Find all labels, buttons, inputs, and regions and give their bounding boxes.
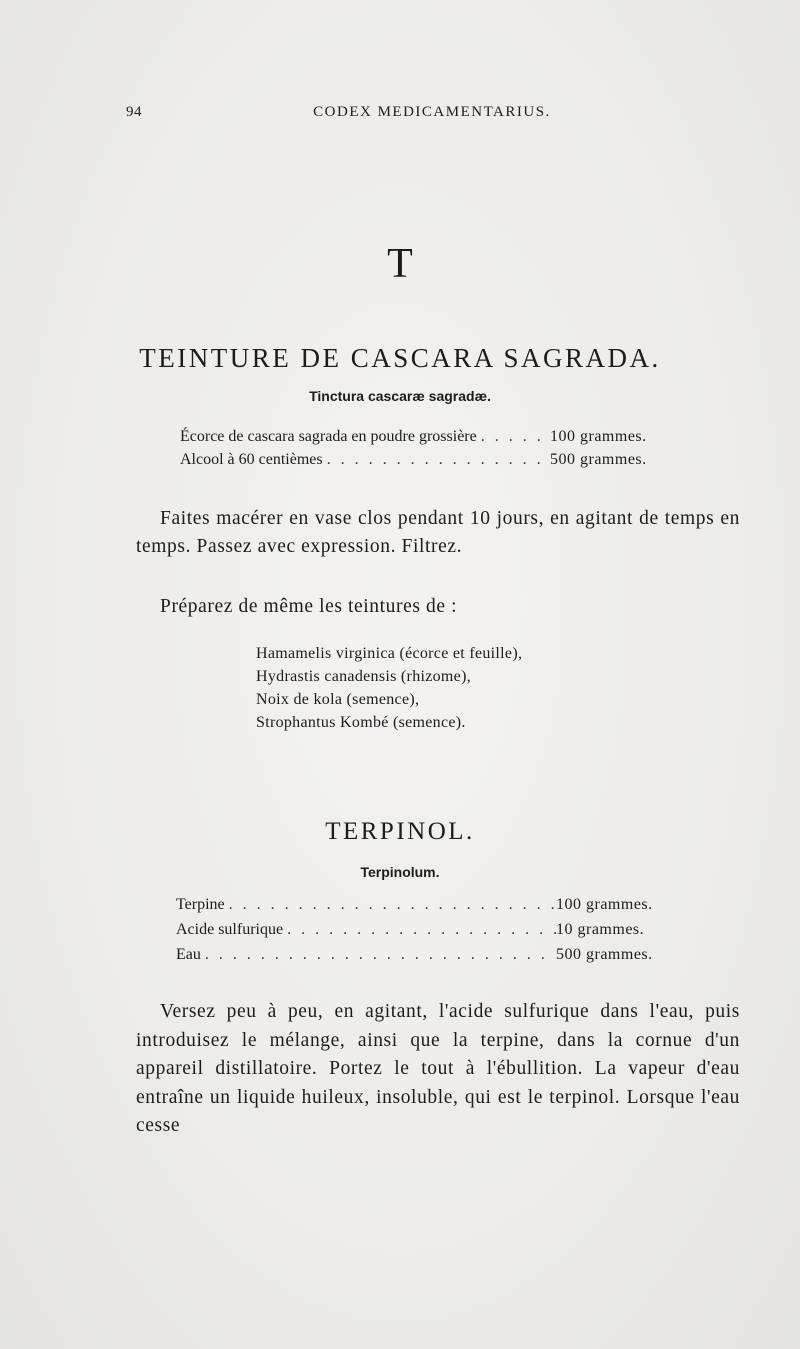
plant-list: [256, 645, 716, 737]
instructions-terpinol: [136, 998, 740, 1141]
list-item: Hamamelis virginica (écorce et feuille),: [256, 645, 523, 662]
running-head: [126, 104, 738, 128]
instructions-paragraph: Faites macérer en vase clos pendant 10 jours, en agitant de temps en temps. Passez avec expression. Filtrez.: [136, 508, 740, 557]
prepare-intro: [136, 593, 740, 621]
formula-row: [180, 428, 700, 451]
running-title: CODEX MEDICAMENTARIUS.: [313, 104, 551, 120]
ingredient-quantity: 100 grammes.: [550, 428, 647, 445]
leader-dots: [201, 946, 556, 964]
leader-dots: [323, 451, 550, 469]
leader-dots: [477, 428, 550, 446]
ingredient-quantity: 500 grammes.: [550, 451, 647, 468]
formula-row: [176, 946, 706, 971]
ingredient-name: Eau: [176, 946, 201, 963]
ingredient-name: Alcool à 60 centièmes: [180, 451, 323, 468]
entry-title-terpinol: TERPINOL.: [325, 818, 475, 845]
ingredient-quantity: 500 grammes.: [556, 946, 653, 963]
formula-row: [176, 896, 706, 921]
formula-terpinol: [176, 896, 706, 971]
instructions-paragraph: Versez peu à peu, en agitant, l'acide sulfurique dans l'eau, puis introduisez le mélange, ainsi que la terpine, dans la cornue d'un appareil distillatoire. Portez le tout à l'ébullition. La vapeur d'eau entraîne un liquide huileux, insoluble, qui est le terpinol. Lorsque l'eau cesse: [136, 1001, 740, 1136]
ingredient-quantity: 10 grammes.: [556, 921, 645, 938]
leader-dots: [283, 921, 556, 939]
section-letter: T: [387, 241, 413, 287]
prepare-intro-text: Préparez de même les teintures de :: [160, 596, 458, 617]
entry-latin-cascara: Tinctura cascaræ sagradæ.: [309, 388, 491, 404]
entry-title-cascara: TEINTURE DE CASCARA SAGRADA.: [139, 343, 661, 373]
formula-row: [176, 921, 706, 946]
instructions-cascara: [136, 505, 740, 561]
formula-cascara: [180, 428, 700, 474]
ingredient-name: Écorce de cascara sagrada en poudre grossière: [180, 428, 477, 445]
page-number: 94: [126, 104, 142, 120]
list-item: Noix de kola (semence),: [256, 691, 420, 708]
list-item: Hydrastis canadensis (rhizome),: [256, 668, 472, 685]
ingredient-quantity: 100 grammes.: [556, 896, 653, 913]
leader-dots: [225, 896, 556, 914]
list-item: Strophantus Kombé (semence).: [256, 714, 466, 731]
entry-latin-terpinol: Terpinolum.: [360, 864, 440, 880]
ingredient-name: Acide sulfurique: [176, 921, 284, 938]
ingredient-name: Terpine: [176, 896, 225, 913]
formula-row: [180, 451, 700, 474]
